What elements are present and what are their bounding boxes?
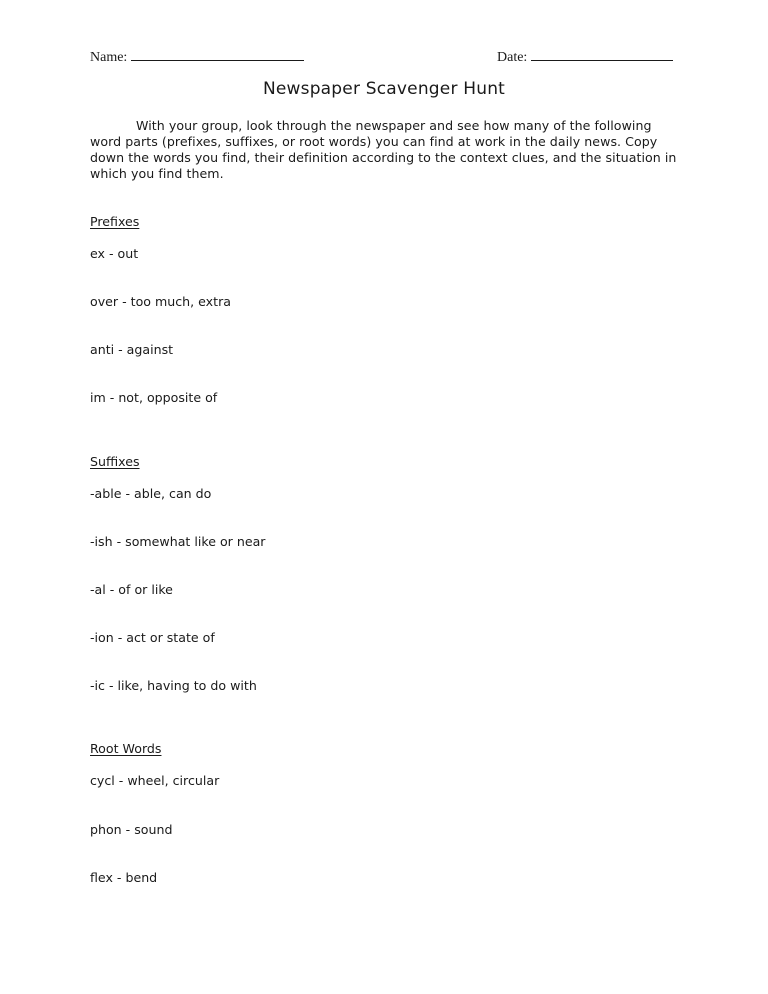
root-words-heading: Root Words	[90, 741, 162, 756]
name-label: Name:	[90, 50, 128, 65]
suffix-item: -able - able, can do	[90, 486, 212, 501]
page-title: Newspaper Scavenger Hunt	[262, 79, 506, 99]
prefix-item: ex - out	[90, 246, 139, 261]
prefixes-heading: Prefixes	[90, 214, 140, 229]
suffix-item: -ish - somewhat like or near	[90, 534, 266, 549]
name-field	[90, 46, 304, 66]
suffix-item: -ion - act or state of	[90, 630, 215, 645]
root-word-item: flex - bend	[90, 870, 158, 885]
suffixes-heading: Suffixes	[90, 454, 140, 469]
date-label: Date:	[497, 50, 528, 65]
root-word-item: cycl - wheel, circular	[90, 773, 220, 788]
name-blank-line	[131, 46, 304, 61]
suffix-item: -al - of or like	[90, 582, 173, 597]
prefix-item: over - too much, extra	[90, 294, 231, 309]
intro-paragraph: With your group, look through the newspaper and see how many of the following word parts (prefixes, suffixes, or root words) you can find at work in the daily news. Copy down the words you find, their definition according to the context clues, and the situation in which you find them.	[90, 118, 677, 181]
prefix-item: anti - against	[90, 342, 174, 357]
prefix-item: im - not, opposite of	[90, 390, 218, 405]
date-field	[497, 46, 673, 66]
date-blank-line	[531, 46, 673, 61]
root-word-item: phon - sound	[90, 822, 173, 837]
suffix-item: -ic - like, having to do with	[90, 678, 257, 693]
